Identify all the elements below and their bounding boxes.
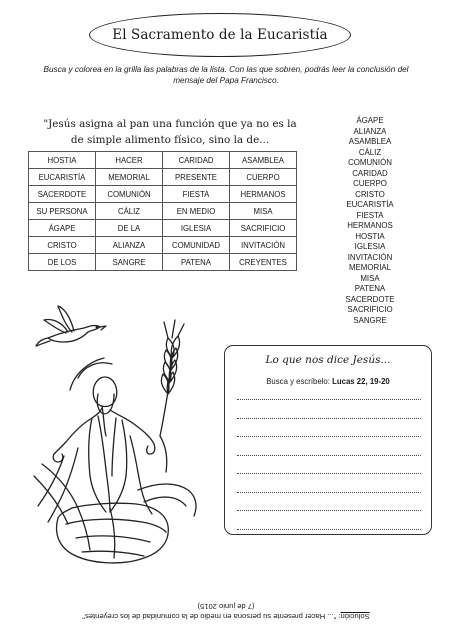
grid-cell[interactable]: CREYENTES — [230, 254, 297, 271]
jesus-figure-icon — [38, 377, 155, 522]
grid-cell[interactable]: CARIDAD — [163, 152, 230, 169]
writing-line[interactable] — [237, 510, 421, 511]
wheat-icon — [160, 320, 184, 472]
grid-row — [29, 186, 297, 203]
word-list-item: IGLESIA — [354, 242, 386, 251]
word-list-item: MISA — [360, 273, 380, 283]
word-grid — [28, 151, 297, 271]
dove-icon — [36, 306, 106, 346]
instructions-text: Busca y colorea en la grilla las palabras de la lista. Con las que sobren, podrás leer la conclusión del mensaje del Papa Francisco. — [43, 65, 409, 85]
grid-cell[interactable]: COMUNIÓN — [96, 186, 163, 203]
grid-cell[interactable]: CRISTO — [29, 237, 96, 254]
word-list-item: FIESTA — [356, 210, 384, 220]
writing-line[interactable] — [237, 455, 421, 456]
grid-cell[interactable]: DE LA — [96, 220, 163, 237]
word-list-item: COMUNIÓN — [348, 158, 392, 167]
box-title: Lo que nos dice Jesús... — [265, 354, 391, 366]
word-list-item: ÁGAPE — [356, 116, 384, 125]
grid-cell[interactable]: PRESENTE — [163, 169, 230, 186]
grid-row — [29, 169, 297, 186]
word-list-item: PATENA — [354, 284, 386, 293]
grid-row — [29, 152, 297, 169]
grid-cell[interactable]: DE LOS — [29, 254, 96, 271]
grid-cell[interactable]: COMUNIDAD — [163, 237, 230, 254]
word-list-item: HOSTIA — [355, 231, 385, 241]
word-list-item: INVITACIÓN — [347, 252, 393, 262]
grid-cell[interactable]: FIESTA — [163, 186, 230, 203]
grid-cell[interactable]: SU PERSONA — [29, 203, 96, 220]
grid-row — [29, 254, 297, 271]
box-subtitle-prefix: Busca y escríbelo: — [266, 377, 333, 386]
writing-line[interactable] — [237, 473, 421, 474]
grid-cell[interactable]: INVITACIÓN — [230, 237, 297, 254]
word-list-item: SACERDOTE — [345, 294, 395, 304]
solution-date: (7 de junio 2015) — [197, 602, 255, 611]
word-list-item: SACRIFICIO — [347, 305, 393, 314]
word-list-item: ALIANZA — [353, 126, 387, 136]
grid-cell[interactable]: HOSTIA — [29, 152, 96, 169]
word-list-item: CUERPO — [353, 179, 387, 188]
writing-line[interactable] — [237, 436, 421, 437]
grid-cell[interactable]: ÁGAPE — [29, 220, 96, 237]
upside-down-solution — [26, 601, 426, 621]
solution-label: Solución — [340, 612, 370, 621]
grid-cell[interactable]: IGLESIA — [163, 220, 230, 237]
grid-cell[interactable]: HERMANOS — [230, 186, 297, 203]
box-subtitle — [225, 377, 431, 386]
grid-row — [29, 237, 297, 254]
solution-text: : "... Hacer presente su persona en medio de la comunidad de los creyentes" — [82, 612, 341, 621]
word-list-item: CÁLIZ — [358, 147, 382, 157]
grid-cell[interactable]: EUCARISTÍA — [29, 169, 96, 186]
pope-quote: "Jesús asigna al pan una función que ya no es la de simple alimento físico, sino la de... — [43, 118, 297, 146]
grid-cell[interactable]: ALIANZA — [96, 237, 163, 254]
word-list-item: CRISTO — [355, 189, 385, 199]
word-list-item: CARIDAD — [352, 168, 388, 178]
eucharist-illustration — [18, 286, 218, 576]
grid-cell[interactable]: ASAMBLEA — [230, 152, 297, 169]
lucas-answer-box — [224, 345, 432, 535]
grid-cell[interactable]: HACER — [96, 152, 163, 169]
grid-cell[interactable]: EN MEDIO — [163, 203, 230, 220]
writing-line[interactable] — [237, 492, 421, 493]
word-list-item: EUCARISTÍA — [346, 200, 394, 209]
writing-line[interactable] — [237, 418, 421, 419]
grid-row — [29, 220, 297, 237]
word-list-item: MEMORIAL — [348, 263, 392, 272]
word-list-item: HERMANOS — [347, 221, 393, 230]
grid-cell[interactable]: CUERPO — [230, 169, 297, 186]
grid-cell[interactable]: SACERDOTE — [29, 186, 96, 203]
grid-cell[interactable]: MEMORIAL — [96, 169, 163, 186]
word-list-item: ASAMBLEA — [348, 137, 392, 146]
grid-cell[interactable]: SACRIFICIO — [230, 220, 297, 237]
title-oval — [89, 13, 351, 57]
grid-cell[interactable]: CÁLIZ — [96, 203, 163, 220]
writing-line[interactable] — [237, 529, 421, 530]
box-subtitle-ref: Lucas 22, 19-20 — [332, 377, 390, 386]
word-list-item: SANGRE — [353, 315, 387, 325]
grid-cell[interactable]: MISA — [230, 203, 297, 220]
writing-line[interactable] — [237, 399, 421, 400]
word-list — [330, 116, 410, 326]
grid-cell[interactable]: PATENA — [163, 254, 230, 271]
grid-cell[interactable]: SANGRE — [96, 254, 163, 271]
page-title: El Sacramento de la Eucaristía — [112, 27, 328, 43]
grid-row — [29, 203, 297, 220]
